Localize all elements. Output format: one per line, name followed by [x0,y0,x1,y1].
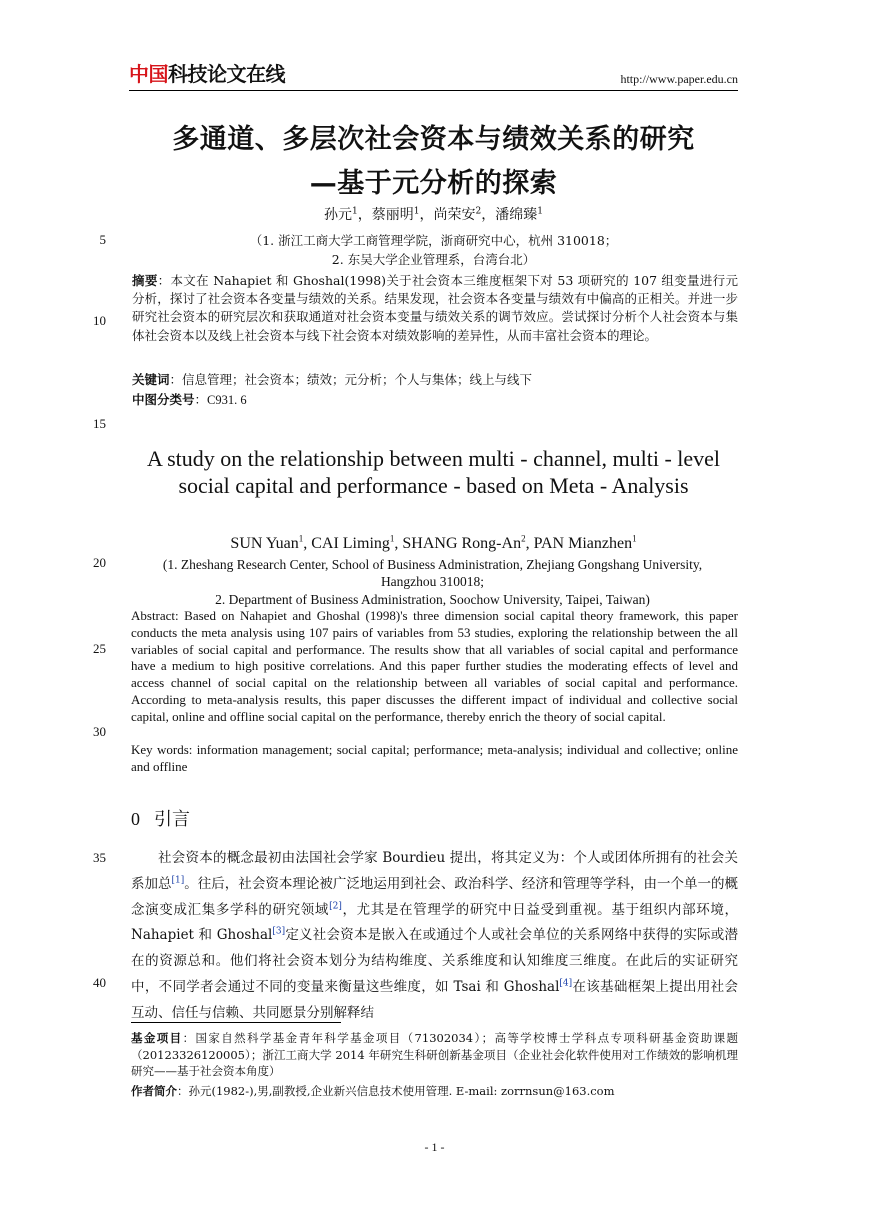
author-superscript: 2 [521,533,526,544]
author-bio-text: 孙元(1982-),男,副教授,企业新兴信息技术使用管理. E-mail: zorrnsun@163.com [188,1084,615,1098]
paper-title-cn [129,118,738,206]
page-header [129,58,738,91]
fund-colon: ： [182,1031,196,1045]
author-separator: , [303,535,312,552]
author-superscript: 1 [389,533,395,544]
classification-label: 中图分类号 [132,392,195,407]
author-name: SHANG Rong-An [402,535,522,552]
logo-text-red: 中国 [129,62,168,86]
keywords-cn-colon: ： [169,372,183,387]
line-number: 5 [99,232,106,247]
author-name: 尚荣安 [433,207,476,223]
line-number: 10 [93,313,106,328]
site-url[interactable]: http://www.paper.edu.cn [620,72,738,86]
footnote-fund [131,1030,738,1080]
keywords-en-text: information management; social capital; performance; meta-analysis; individual and collective; online and offline [131,742,739,774]
author-bio-colon: ： [177,1084,189,1098]
author-superscript: 1 [298,533,304,544]
page-number: - 1 - [424,1140,445,1154]
author-superscript: 1 [352,206,358,217]
title-cn-line2: —基于元分析的探索 [309,168,558,199]
classification-cn [132,391,738,409]
author-name: 潘绵臻 [495,207,538,223]
author-name: 蔡丽明 [371,207,414,223]
site-logo[interactable] [129,62,285,86]
footnote-divider [131,1022,341,1023]
abstract-cn-text: 本文在 Nahapiet 和 Ghoshal(1998)关于社会资本三维度框架下对 53 项研究的 107 组变量进行元分析，探讨了社会资本各变量与绩效的关系。结果发现，社会资本各变量与绩效有中偏高的正相关。并进一步研究社会资本的研究层次和获取通道对社会资本变量与绩效关系的调节效应。尝试探讨分析个人社会资本与集体社会资本以及线上社会资本与线下社会资本对绩效影响的差异性，从而丰富社会资本的理论。 [132,273,738,343]
keywords-en-label: Key words: [131,742,193,757]
line-number: 35 [93,850,106,865]
intro-text: ，尤其是在管理学的研究中日益受到重视。基于组织内部环境，Nahapiet 和 Ghoshal [131,901,739,944]
intro-paragraph [131,846,738,1027]
paper-title-en: A study on the relationship between multi - channel, multi - level social capital and performance - based on Meta - Analysis [146,446,721,498]
keywords-cn-label: 关键词 [132,372,170,387]
citation-link[interactable]: [3] [272,926,286,937]
author-superscript: 1 [413,206,420,217]
footnote-author [131,1083,738,1100]
citation-link[interactable]: [1] [171,875,185,886]
section-heading [131,808,190,831]
logo-text-dark: 科技论文在线 [168,62,285,86]
title-cn-line1: 多通道、多层次社会资本与绩效关系的研究 [172,124,695,155]
affiliation-en-line1: (1. Zheshang Research Center, School of Business Administration, Zhejiang Gongshang University, Hangzhou 310018; [162,557,703,589]
line-number: 20 [93,555,106,570]
line-number: 30 [93,724,106,739]
abstract-cn-label: 摘要 [132,273,158,288]
author-bio-label: 作者简介 [131,1084,177,1098]
keywords-en [131,742,738,776]
citation-link[interactable]: [4] [559,978,573,989]
author-name: PAN Mianzhen [533,535,633,552]
author-separator: , [394,535,403,552]
intro-text: 在该基础框架上提出用社会互动、信任与信赖、共同愿景分别解释结 [131,978,738,1021]
intro-text: 。往后，社会资本理论被广泛地运用到社会、政治科学、经济和管理等学科，由一个单一的概念演变成汇集多学科的研究领域 [131,875,739,918]
intro-text: 定义社会资本是嵌入在或通过个人或社会单位的关系网络中获得的实际或潜在的资源总和。他们将社会资本划分为结构维度、关系维度和认知维度三维度。在此后的实证研究中，不同学者会通过不同的变量来衡量这些维度，如 Tsai 和 Ghoshal [131,927,739,995]
classification-code: C931. 6 [207,393,247,407]
author-name: 孙元 [324,207,353,223]
line-number: 15 [93,416,106,431]
abstract-en-text: Based on Nahapiet and Ghoshal (1998)'s three dimension social capital theory framework, this paper conducts the meta analysis using 107 pairs of variables from 53 studies, exploring the relationship between the all variables of social capital and performance. The results show that all variables of social capital and performance have a medium to high positive correlations. And this paper further studies the moderating effects of level and access channel of social capital on the relationship between all variables of social capital and performance. According to meta-analysis results, this paper discusses the different impact of individual and collective social capital, online and offline social capital on the performance, thereby enrich the theory of social capital. [131,608,738,724]
abstract-en [131,608,738,726]
authors-cn [129,205,738,225]
author-name: CAI Liming [311,535,390,552]
abstract-cn [132,272,738,345]
section-title: 引言 [154,809,190,830]
affiliation-cn-line1: （1. 浙江工商大学工商管理学院，浙商研究中心，杭州 310018； [249,233,618,248]
author-superscript: 1 [632,533,637,544]
line-number: 40 [93,975,106,990]
line-number: 25 [93,641,106,656]
author-separator: ， [357,207,372,223]
section-number: 0 [131,809,140,829]
author-separator: , [525,535,534,552]
author-name: SUN Yuan [230,535,299,552]
abstract-en-label: Abstract: [131,608,179,623]
author-separator: ， [419,207,434,223]
affiliation-en-line2: 2. Department of Business Administration, Soochow University, Taipei, Taiwan) [215,592,650,607]
fund-text: 国家自然科学基金青年科学基金项目（71302034）；高等学校博士学科点专项科研基金资助课题（20123326120005）；浙江工商大学 2014 年研究生科研创新基金项目（企业社会化软件使用对工作绩效的影响机理研究——基于社会资本角度） [131,1031,739,1078]
author-superscript: 2 [475,206,482,217]
author-separator: ， [481,207,496,223]
abstract-cn-colon: ： [157,273,171,288]
classification-colon: ： [194,392,208,407]
authors-en [129,534,738,554]
author-superscript: 1 [537,206,543,217]
intro-text: 社会资本的概念最初由法国社会学家 Bourdieu 提出，将其定义为：个人或团体所拥有的社会关系加总 [131,850,738,892]
fund-label: 基金项目 [131,1031,183,1045]
keywords-cn-text: 信息管理；社会资本；绩效；元分析；个人与集体；线上与线下 [182,372,533,387]
citation-link[interactable]: [2] [329,901,342,912]
keywords-cn [132,371,738,389]
affiliation-cn-line2: 2. 东吴大学企业管理系，台湾台北） [331,252,536,267]
